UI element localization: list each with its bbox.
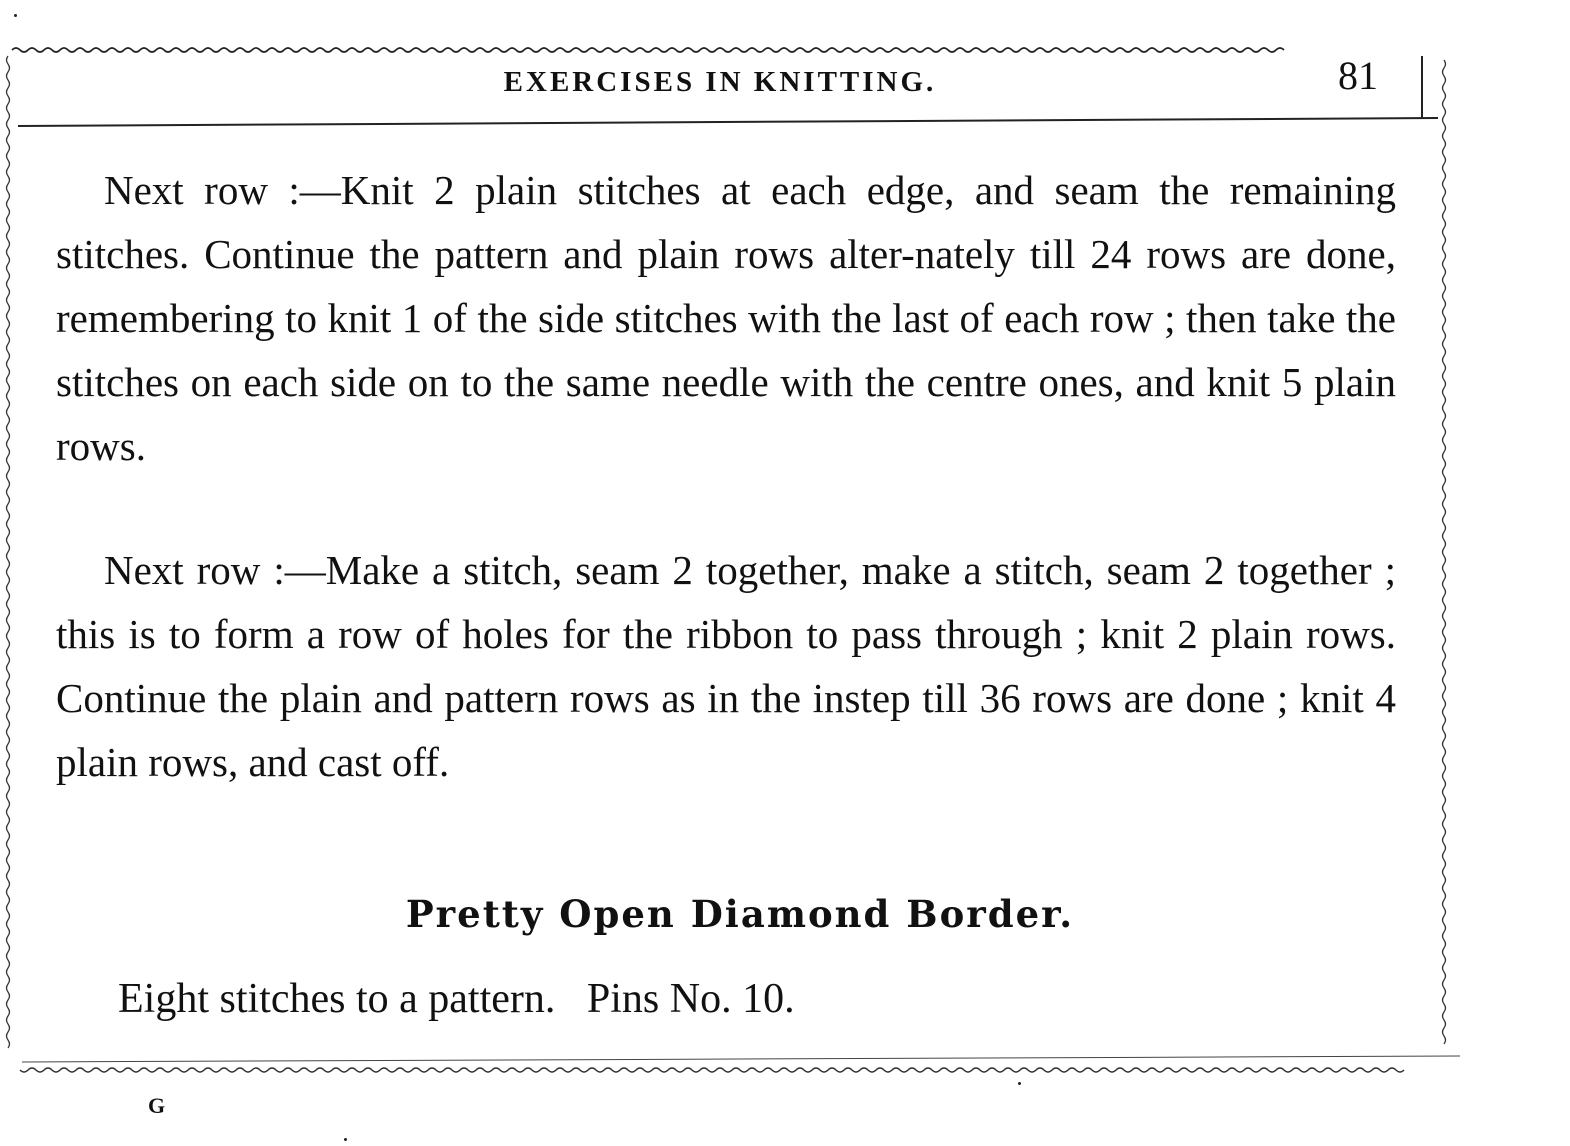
paragraph-1 bbox=[56, 158, 1396, 478]
paragraph-2 bbox=[56, 538, 1396, 794]
paragraph-2-text: Next row :—Make a stitch, seam 2 together, make a stitch, seam 2 together ; this is to form a row of holes for the ribbon to pass through ; knit 2 plain rows. Continue the plain and pattern rows as in the instep till 36 rows are done ; knit 4 plain rows, and cast off. bbox=[56, 547, 1396, 785]
paragraph-1-text: Next row :—Knit 2 plain stitches at each edge, and seam the remaining stitches. Continue the pattern and plain rows alter-nately till 24 rows are done, remembering to knit 1 of the side stitches with the last of each row ; then take the stitches on each side on to the same needle with the centre ones, and knit 5 plain rows. bbox=[56, 167, 1396, 469]
ink-speck bbox=[344, 1138, 347, 1141]
section-title: Pretty Open Diamond Border. bbox=[405, 892, 1075, 936]
bottom-thin-rule bbox=[22, 1056, 1460, 1062]
running-head: EXERCISES IN KNITTING. bbox=[503, 66, 937, 98]
head-rule bbox=[18, 118, 1438, 126]
pattern-instructions: Eight stitches to a pattern. Pins No. 10. bbox=[118, 976, 795, 1022]
bottom-wavy-rule bbox=[20, 1068, 1404, 1072]
top-wavy-rule bbox=[12, 48, 1284, 52]
page-number: 81 bbox=[1338, 53, 1378, 98]
ink-speck bbox=[1018, 1082, 1021, 1085]
signature-mark: G bbox=[148, 1093, 166, 1118]
ink-speck bbox=[14, 14, 17, 17]
